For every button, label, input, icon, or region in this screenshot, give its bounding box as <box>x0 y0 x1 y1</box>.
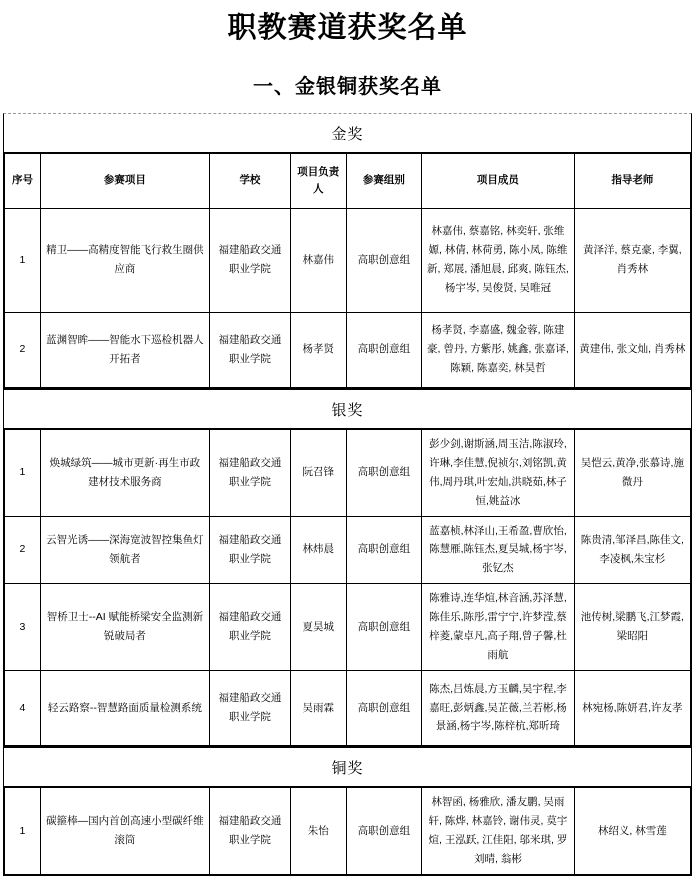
silver-table <box>3 428 692 747</box>
section-silver <box>3 389 692 747</box>
col-header-teacher: 指导老师 <box>574 153 691 208</box>
cell-project: 碳箍棒—国内首创高速小型碳纤维滚筒 <box>40 787 209 875</box>
col-header-project: 参赛项目 <box>40 153 209 208</box>
cell-group: 高职创意组 <box>346 208 422 312</box>
cell-leader: 林嘉伟 <box>290 208 346 312</box>
table-row <box>4 787 691 875</box>
cell-group: 高职创意组 <box>346 429 422 516</box>
cell-school: 福建船政交通职业学院 <box>209 312 290 388</box>
cell-project: 智桥卫士--AI 赋能桥梁安全监测新锐破局者 <box>40 584 209 671</box>
table-row <box>4 208 691 312</box>
award-tables <box>3 113 692 876</box>
cell-teacher: 黄泽洋, 蔡克豪, 李翼, 肖秀林 <box>574 208 691 312</box>
cell-members: 彭少剑,谢斯涵,周玉洁,陈淑玲,许琳,李佳慧,倪祯尔,刘铭凯,黄伟,周丹琪,叶宏灿,洪晓茹,林子恒,姚益冰 <box>422 429 575 516</box>
section-bronze-title: 铜奖 <box>3 747 692 786</box>
table-row <box>4 312 691 388</box>
cell-teacher: 黄建伟, 张文灿, 肖秀林 <box>574 312 691 388</box>
cell-group: 高职创意组 <box>346 516 422 584</box>
cell-teacher: 池传树,梁鹏飞,江梦霞,梁昭阳 <box>574 584 691 671</box>
col-header-group: 参赛组别 <box>346 153 422 208</box>
cell-no: 3 <box>4 584 40 671</box>
cell-leader: 吴雨霖 <box>290 670 346 746</box>
cell-school: 福建船政交通职业学院 <box>209 429 290 516</box>
cell-school: 福建船政交通职业学院 <box>209 516 290 584</box>
cell-leader: 杨孝贤 <box>290 312 346 388</box>
table-row <box>4 516 691 584</box>
table-row <box>4 584 691 671</box>
cell-members: 林智函, 杨雅欣, 潘友鹏, 吴雨轩, 陈烨, 林嘉铃, 谢伟灵, 莫宇煊, 王泓跃, 江佳阳, 邬米琪, 罗刘晴, 翁彬 <box>422 787 575 875</box>
cell-project: 蓝渊智眸——智能水下巡检机器人开拓者 <box>40 312 209 388</box>
section-silver-title: 银奖 <box>3 389 692 428</box>
cell-project: 轻云路察--智慧路面质量检测系统 <box>40 670 209 746</box>
col-header-no: 序号 <box>4 153 40 208</box>
page-title: 职教赛道获奖名单 <box>227 12 468 44</box>
cell-no: 4 <box>4 670 40 746</box>
col-header-school: 学校 <box>209 153 290 208</box>
cell-school: 福建船政交通职业学院 <box>209 584 290 671</box>
cell-project: 精卫——高精度智能飞行救生圈供应商 <box>40 208 209 312</box>
cell-no: 1 <box>4 787 40 875</box>
cell-group: 高职创意组 <box>346 787 422 875</box>
gold-table <box>3 152 692 389</box>
cell-leader: 夏昊城 <box>290 584 346 671</box>
cell-members: 陈雅诗,连华煊,林音涵,苏泽慧,陈佳乐,陈彤,雷宁宁,许梦滢,蔡梓菱,蒙卓凡,高子翔,曾子馨,杜雨航 <box>422 584 575 671</box>
cell-teacher: 林绍义, 林雪莲 <box>574 787 691 875</box>
cell-school: 福建船政交通职业学院 <box>209 787 290 875</box>
section-gold <box>3 113 692 389</box>
table-row <box>4 429 691 516</box>
cell-teacher: 吴恺云,黄净,张慕诗,施微丹 <box>574 429 691 516</box>
cell-school: 福建船政交通职业学院 <box>209 208 290 312</box>
cell-members: 蓝嘉桢,林泽山,王希盈,曹欣怡,陈慧雁,陈钰杰,夏昊城,杨宇岑,张钇杰 <box>422 516 575 584</box>
cell-group: 高职创意组 <box>346 670 422 746</box>
page-subtitle: 一、金银铜获奖名单 <box>253 76 442 98</box>
cell-leader: 林炜晨 <box>290 516 346 584</box>
cell-teacher: 陈贵清,邹泽昌,陈佳文,李凌枫,朱宝杉 <box>574 516 691 584</box>
gold-header-row <box>4 153 691 208</box>
section-bronze <box>3 747 692 876</box>
cell-leader: 朱怡 <box>290 787 346 875</box>
cell-members: 杨孝贤, 李嘉盛, 魏金蓉, 陈建豪, 曾丹, 方紫彤, 姚鑫, 张嘉译, 陈颖, 陈嘉奕, 林昊哲 <box>422 312 575 388</box>
cell-group: 高职创意组 <box>346 584 422 671</box>
table-row <box>4 670 691 746</box>
cell-school: 福建船政交通职业学院 <box>209 670 290 746</box>
col-header-members: 项目成员 <box>422 153 575 208</box>
cell-teacher: 林宛杨,陈妍君,许友孝 <box>574 670 691 746</box>
col-header-leader: 项目负责人 <box>290 153 346 208</box>
cell-project: 云智光诱——深海宽波智控集鱼灯领航者 <box>40 516 209 584</box>
cell-no: 2 <box>4 312 40 388</box>
cell-members: 林嘉伟, 蔡嘉铭, 林奕轩, 张维嫄, 林倩, 林荷勇, 陈小凤, 陈维新, 郑展, 潘旭晨, 邱爽, 陈钰杰, 杨宇岑, 吴俊贤, 吴唯冠 <box>422 208 575 312</box>
cell-project: 焕城绿筑——城市更新·再生市政建材技术服务商 <box>40 429 209 516</box>
bronze-table <box>3 786 692 876</box>
section-gold-title: 金奖 <box>3 113 692 152</box>
cell-no: 2 <box>4 516 40 584</box>
cell-members: 陈杰,吕炼晨,方玉麟,吴宇程,李嘉旺,彭炳鑫,吴芷薇,兰若彬,杨景涵,杨宇岑,陈梓杭,郑昕琦 <box>422 670 575 746</box>
cell-group: 高职创意组 <box>346 312 422 388</box>
cell-no: 1 <box>4 429 40 516</box>
cell-no: 1 <box>4 208 40 312</box>
cell-leader: 阮召锋 <box>290 429 346 516</box>
